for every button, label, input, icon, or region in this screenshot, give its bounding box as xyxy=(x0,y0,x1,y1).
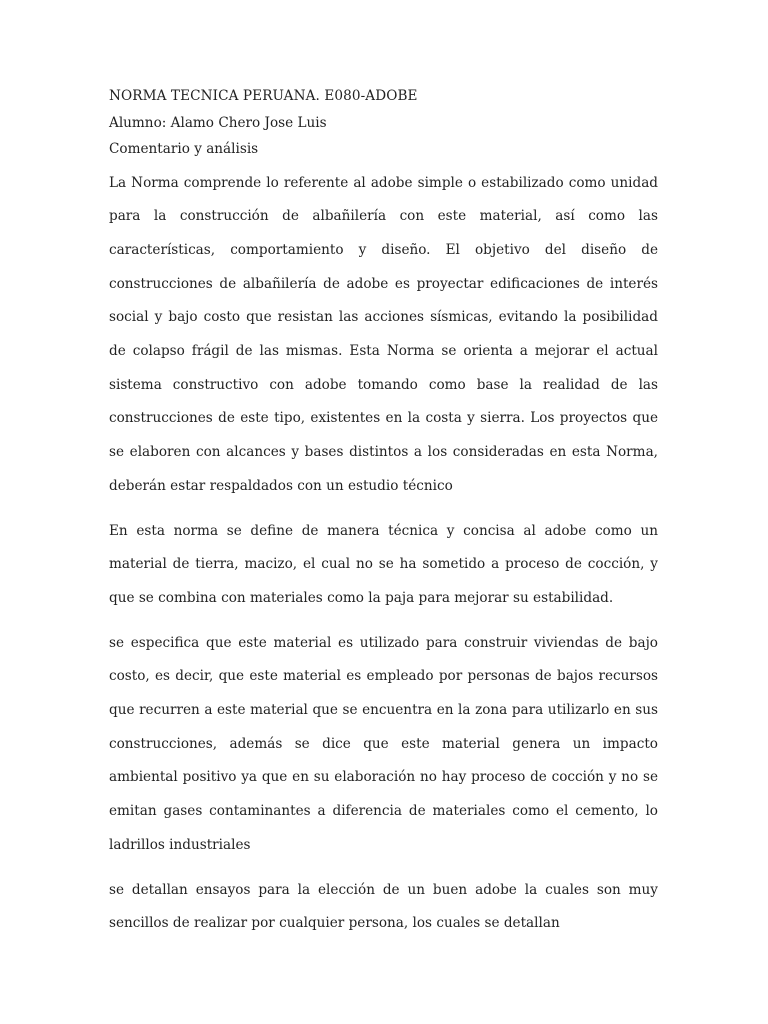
paragraph-4: se detallan ensayos para la elección de un buen adobe la cuales son muy sencillos de realizar por cualquier persona, los cuales se detallan xyxy=(109,881,658,932)
student-name: Alumno: Alamo Chero Jose Luis xyxy=(109,114,327,131)
paragraph-2: En esta norma se define de manera técnica y concisa al adobe como un material de tierra, macizo, el cual no se ha sometido a proceso de cocción, y que se combina con materiales como la paja para mejorar su estabilidad. xyxy=(109,522,658,606)
document-title: NORMA TECNICA PERUANA. E080-ADOBE xyxy=(109,88,418,104)
paragraph-1: La Norma comprende lo referente al adobe simple o estabilizado como unidad para la construcción de albañilería con este material, así como las características, comportamiento y diseño. El objetivo del diseño de construcciones de albañilería de adobe es proyectar edificaciones de interés social y bajo costo que resistan las acciones sísmicas, evitando la posibilidad de colapso frágil de las mismas. Esta Norma se orienta a mejorar el actual sistema constructivo con adobe tomando como base la realidad de las construcciones de este tipo, existentes en la costa y sierra. Los proyectos que se elaboren con alcances y bases distintos a los consideradas en esta Norma, deberán estar respaldados con un estudio técnico xyxy=(109,174,658,494)
section-heading: Comentario y análisis xyxy=(109,141,259,157)
document-body xyxy=(109,83,658,941)
paragraph-3: se especifica que este material es utilizado para construir viviendas de bajo costo, es decir, que este material es empleado por personas de bajos recursos que recurren a este material que se encuentra en la zona para utilizarlo en sus construcciones, además se dice que este material genera un impacto ambiental positivo ya que en su elaboración no hay proceso de cocción y no se emitan gases contaminantes a diferencia de materiales como el cemento, lo ladrillos industriales xyxy=(109,634,658,853)
